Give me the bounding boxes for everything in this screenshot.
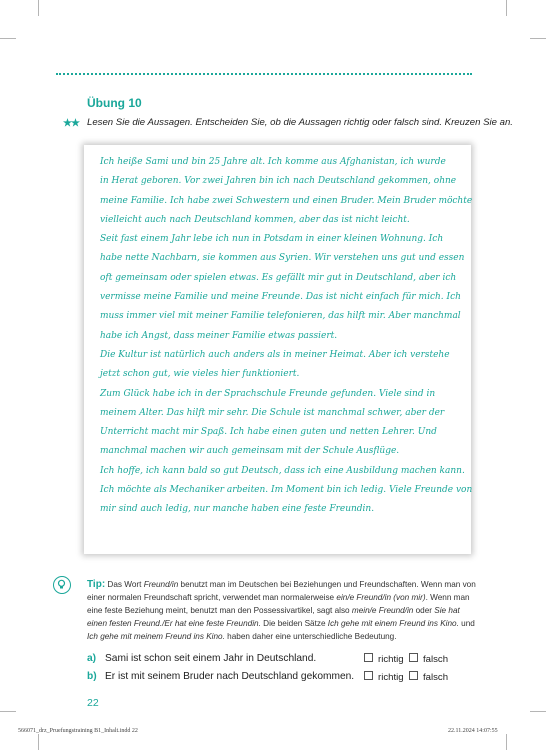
letter-line: muss immer viel mit meiner Familie telefonieren, das hilft mir. Aber manchmal bbox=[100, 311, 461, 322]
checkbox-icon[interactable] bbox=[364, 653, 373, 662]
crop-mark bbox=[0, 711, 16, 712]
option-label: richtig bbox=[378, 672, 404, 683]
crop-mark bbox=[506, 734, 507, 750]
tip-box bbox=[87, 578, 479, 643]
crop-mark bbox=[506, 0, 507, 16]
option-label: falsch bbox=[423, 672, 449, 683]
falsch-checkbox[interactable] bbox=[409, 653, 448, 665]
difficulty-stars: ★★ bbox=[63, 118, 79, 129]
print-slug-date: 22.11.2024 14:07:55 bbox=[448, 728, 498, 734]
tip-text: und bbox=[458, 619, 475, 629]
page-number: 22 bbox=[87, 697, 99, 709]
letter-line: Ich heiße Sami und bin 25 Jahre alt. Ich komme aus Afghanistan, ich wurde bbox=[100, 157, 446, 167]
checkbox-icon[interactable] bbox=[409, 653, 418, 662]
option-label: falsch bbox=[423, 654, 449, 665]
letter-line: Ich möchte als Mechaniker arbeiten. Im Moment bin ich ledig. Viele Freunde von bbox=[100, 485, 473, 496]
tip-text: oder bbox=[413, 606, 435, 616]
crop-mark bbox=[38, 734, 39, 750]
item-statement: Sami ist schon seit einem Jahr in Deutschland. bbox=[105, 653, 317, 664]
letter-line: vermisse meine Familie und meine Freunde. Das ist nicht einfach für mich. Ich bbox=[100, 292, 461, 303]
letter-line: oft gemeinsam oder spielen etwas. Es gefällt mir gut in Deutschland, aber ich bbox=[100, 272, 457, 283]
crop-mark bbox=[530, 711, 546, 712]
tip-example: Ich gehe mit meinem Freund ins Kino. bbox=[87, 632, 225, 642]
letter-text bbox=[100, 153, 473, 520]
letter-line: meinem Alter. Das hilft mir sehr. Die Schule ist manchmal schwer, aber der bbox=[100, 407, 445, 418]
letter-line: jetzt schon gut, wie vieles hier funktioniert. bbox=[100, 369, 300, 380]
item-letter: b) bbox=[87, 671, 97, 682]
tip-text: haben daher eine unterschiedliche Bedeutung. bbox=[224, 632, 397, 642]
richtig-checkbox[interactable] bbox=[364, 653, 404, 665]
tip-label: Tip: bbox=[87, 579, 106, 590]
letter-line: vielleicht auch nach Deutschland kommen, aber das ist nicht leicht. bbox=[100, 214, 410, 225]
letter-line: mir sind auch ledig, nur manche haben eine feste Freundin. bbox=[100, 504, 375, 515]
item-letter: a) bbox=[87, 653, 97, 664]
dotted-divider bbox=[56, 73, 472, 75]
lightbulb-icon bbox=[53, 576, 71, 594]
crop-mark bbox=[530, 38, 546, 39]
tip-text: Das Wort bbox=[105, 580, 144, 589]
item-statement: Er ist mit seinem Bruder nach Deutschland gekommen. bbox=[105, 671, 355, 682]
letter-line: Seit fast einem Jahr lebe ich nun in Potsdam in einer kleinen Wohnung. Ich bbox=[100, 234, 444, 245]
tip-example: Sie hat einen festen Freund./Er hat eine feste Freundin. bbox=[87, 606, 460, 629]
tip-text: Die beiden Sätze bbox=[260, 619, 328, 629]
tip-example: Ich gehe mit einem Freund ins Kino. bbox=[327, 619, 459, 629]
option-label: richtig bbox=[378, 654, 404, 665]
falsch-checkbox[interactable] bbox=[409, 671, 448, 683]
crop-mark bbox=[38, 0, 39, 16]
letter-line: in Herat geboren. Vor zwei Jahren bin ich nach Deutschland gekommen, ohne bbox=[100, 176, 457, 187]
print-slug-file: 566071_drz_Pruefungstraining B1_Inhalt.indd 22 bbox=[18, 728, 138, 734]
letter-line: manchmal machen wir auch gemeinsam mit der Schule Ausflüge. bbox=[100, 446, 400, 457]
tip-example: ein/e Freund/in (von mir) bbox=[336, 593, 426, 603]
crop-mark bbox=[0, 38, 16, 39]
tip-text: . Wenn man eine feste Beziehung meint, benutzt man den Possessivartikel, sagt also bbox=[87, 593, 470, 616]
letter-line: habe nette Nachbarn, sie kommen aus Syrien. Wir verstehen uns gut und essen bbox=[100, 253, 465, 264]
letter-line: habe ich Angst, dass meiner Familie etwas passiert. bbox=[100, 330, 338, 341]
letter-line: Unterricht macht mir Spaß. Ich habe einen guten und netten Lehrer. Und bbox=[100, 427, 437, 438]
exercise-title: Übung 10 bbox=[87, 96, 142, 110]
tip-example: mein/e Freund/in bbox=[351, 606, 414, 616]
letter-line: Ich hoffe, ich kann bald so gut Deutsch, dass ich eine Ausbildung machen kann. bbox=[100, 465, 465, 476]
checkbox-icon[interactable] bbox=[409, 671, 418, 680]
tip-text: benutzt man im Deutschen bei Beziehungen und Freundschaften. Wenn man von einer normalen Freundschaft spricht, verwendet man normalerweise bbox=[87, 580, 476, 603]
letter-line: Zum Glück habe ich in der Sprachschule Freunde gefunden. Viele sind in bbox=[100, 388, 436, 399]
checkbox-icon[interactable] bbox=[364, 671, 373, 680]
statement-item-a bbox=[87, 653, 467, 667]
statement-item-b bbox=[87, 671, 467, 685]
exercise-instruction: Lesen Sie die Aussagen. Entscheiden Sie, ob die Aussagen richtig oder falsch sind. Kreuzen Sie an. bbox=[87, 117, 513, 128]
letter-line: Die Kultur ist natürlich auch anders als in meiner Heimat. Aber ich verstehe bbox=[100, 349, 450, 360]
tip-example: Freund/in bbox=[143, 580, 179, 589]
letter-line: meine Familie. Ich habe zwei Schwestern und einen Bruder. Mein Bruder möchte bbox=[100, 195, 473, 206]
richtig-checkbox[interactable] bbox=[364, 671, 404, 683]
